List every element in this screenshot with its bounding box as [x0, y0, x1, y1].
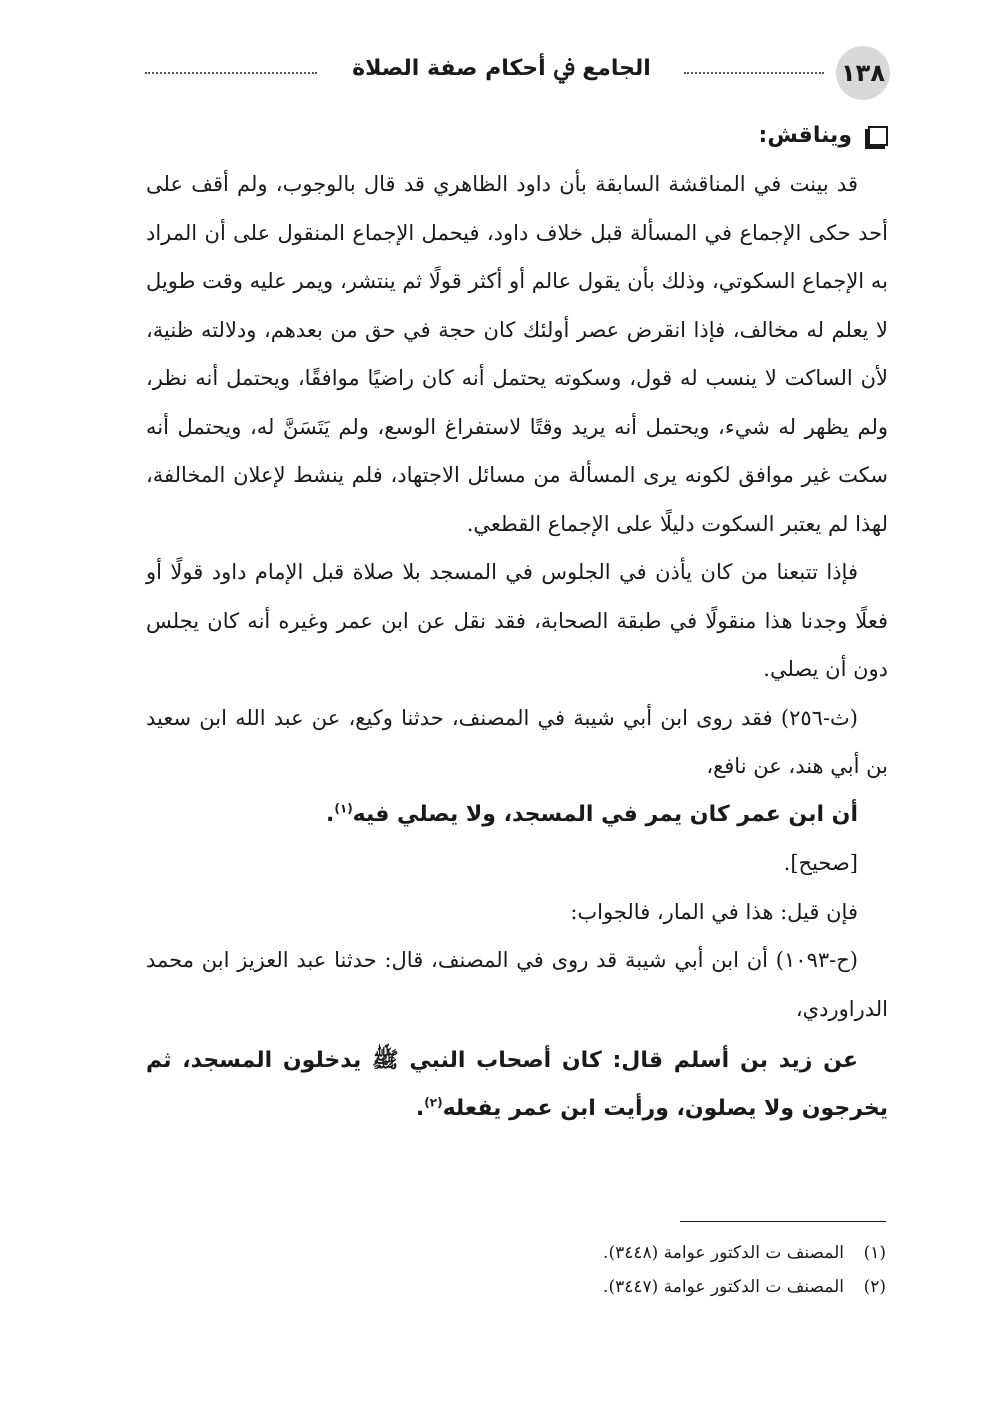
- footnote-separator: [680, 1221, 886, 1222]
- footnote-ref-2[interactable]: (٢): [424, 1095, 443, 1110]
- square-bullet-icon: [868, 126, 888, 146]
- section-heading-text: ويناقش:: [758, 122, 852, 148]
- paragraph-tracing: فإذا تتبعنا من كان يأذن في الجلوس في المسجد بلا صلاة قبل الإمام داود قولًا أو فعلًا وجدنا هذا منقولًا في طبقة الصحابة، فقد نقل عن ابن عمر وغيره أنه كان يجلس دون أن يصلي.: [146, 560, 888, 681]
- hadith-quote-1: [146, 791, 888, 840]
- footnote-item: [144, 1270, 886, 1304]
- footnote-text: المصنف ت الدكتور عوامة (٣٤٤٧).: [603, 1277, 844, 1297]
- question-line: فإن قيل: هذا في المار، فالجواب:: [570, 899, 858, 924]
- footnote-text: المصنف ت الدكتور عوامة (٣٤٤٨).: [603, 1243, 844, 1263]
- section-heading: [146, 112, 888, 160]
- footnote-number: (٢): [863, 1277, 886, 1297]
- header-dotted-rule-left: [145, 72, 317, 74]
- footnote-ref-1[interactable]: (١): [334, 801, 353, 816]
- paragraph-narration-1: (ث-٢٥٦) فقد روى ابن أبي شيبة في المصنف، حدثنا وكيع، عن عبد الله ابن سعيد بن أبي هند، عن نافع،: [146, 705, 888, 778]
- hadith-quote-2-text: عن زيد بن أسلم قال: كان أصحاب النبي ﷺ يدخلون المسجد، ثم يخرجون ولا يصلون، ورأيت ابن عمر يفعله: [146, 1048, 888, 1121]
- hadith-quote-2-end: .: [415, 1096, 425, 1121]
- page-header: [145, 46, 890, 100]
- grading-label: [صحيح].: [783, 851, 858, 875]
- footnote-number: (١): [863, 1243, 886, 1263]
- paragraph-narration-2: (ح-١٠٩٣) أن ابن أبي شيبة قد روى في المصنف، قال: حدثنا عبد العزيز ابن محمد الدراوردي،: [146, 948, 888, 1021]
- header-dotted-rule-right: [684, 72, 824, 74]
- paragraph-discussion: قد بينت في المناقشة السابقة بأن داود الظاهري قد قال بالوجوب، ولم أقف على أحد حكى الإجماع في المسألة قبل خلاف داود، فيحمل الإجماع المنقول على أن المراد به الإجماع السكوتي، وذلك بأن يقول عالم أو أكثر قولًا ثم ينتشر، ويمر عليه وقت طويل لا يعلم له مخالف، فإذا انقرض عصر أولئك كان حجة في حق من بعدهم، ودلالته ظنية، لأن الساكت لا ينسب له قول، وسكوته يحتمل أنه كان راضيًا موافقًا، ويحتمل أنه نظر، ولم يظهر له شيء، ويحتمل أنه يريد وقتًا لاستفراغ الوسع، ولم يَتَسَنَّ له، ويحتمل أنه سكت غير موافق لكونه يرى المسألة من مسائل الاجتهاد، فلم ينشط لإعلان المخالفة، لهذا لم يعتبر السكوت دليلًا على الإجماع القطعي.: [146, 172, 888, 536]
- page-body: [146, 112, 888, 1133]
- book-title: الجامع ﰲ أحكام صفة الصلاة: [352, 56, 651, 81]
- hadith-quote-1-text: أن ابن عمر كان يمر في المسجد، ولا يصلي فيه: [352, 801, 858, 827]
- hadith-quote-2: [146, 1037, 888, 1133]
- footnotes: [144, 1236, 886, 1304]
- footnote-item: [144, 1236, 886, 1270]
- page-number: ١٣٨: [836, 46, 890, 100]
- hadith-quote-1-end: .: [326, 801, 335, 827]
